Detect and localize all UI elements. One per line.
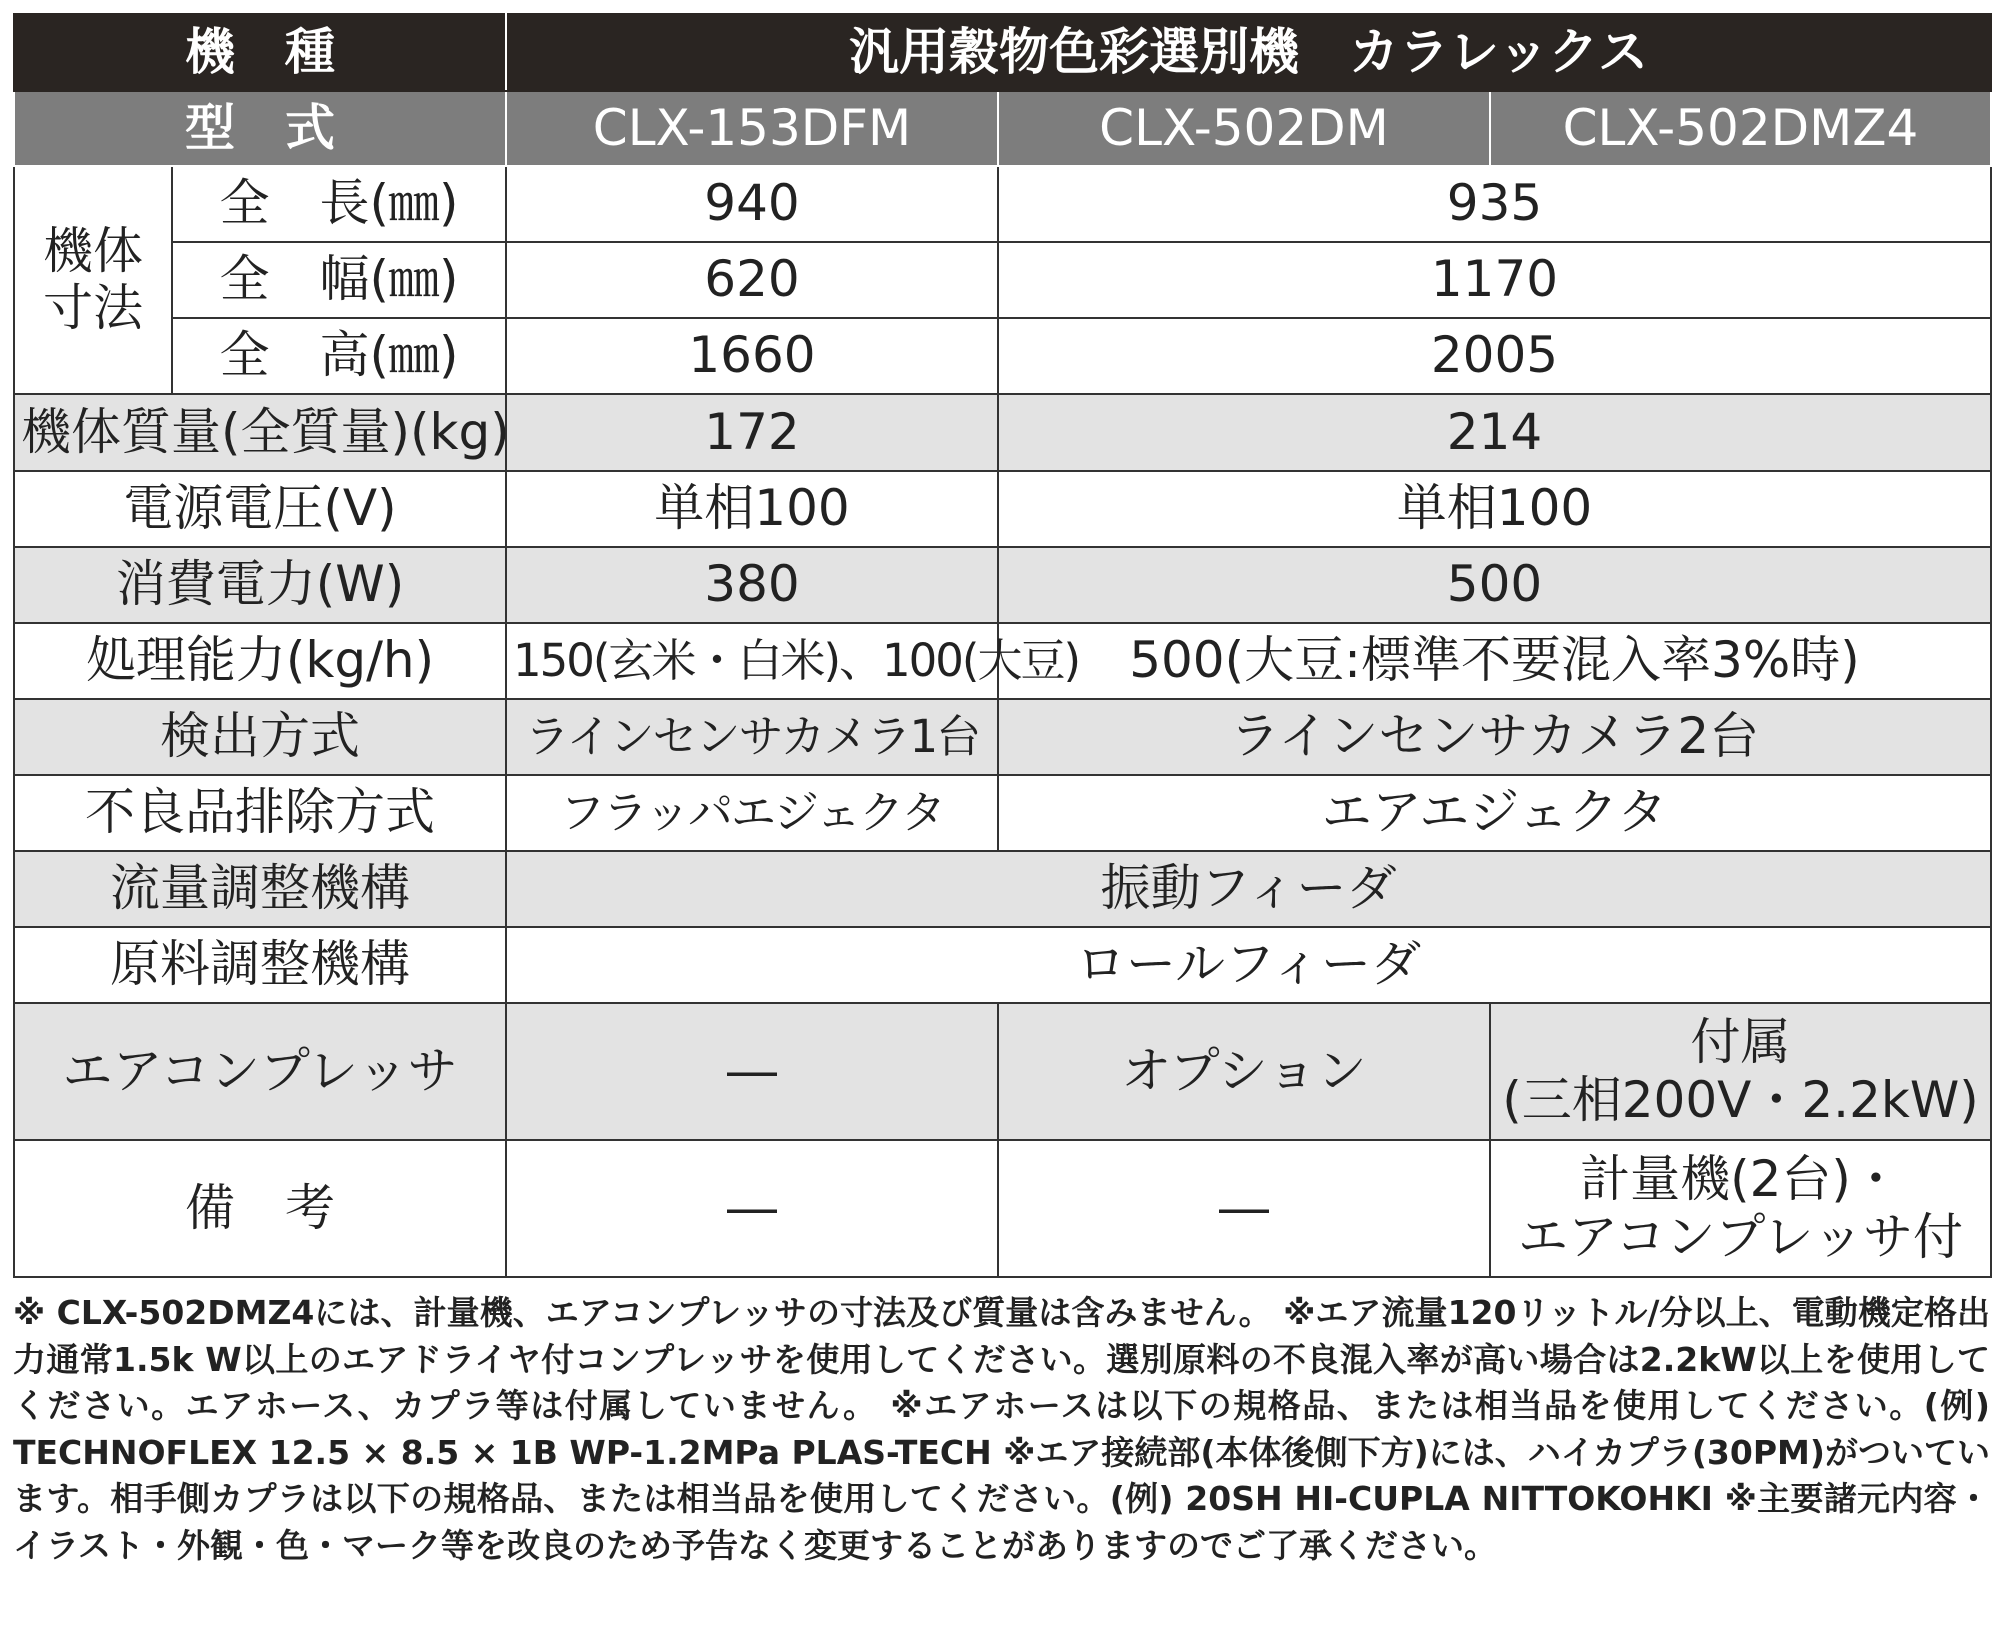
spec-label: 全 長(㎜): [172, 166, 506, 242]
dimension-row-length: [14, 166, 1991, 242]
spec-value-col2: エアエジェクタ: [998, 775, 1991, 851]
spec-value-col2: オプション: [998, 1003, 1490, 1140]
spec-label: 備 考: [14, 1140, 506, 1277]
compressor-line1: 付属: [1690, 1013, 1791, 1071]
spec-row-power: [14, 547, 1991, 623]
spec-label: エアコンプレッサ: [14, 1003, 506, 1140]
machine-type-label: 機 種: [14, 14, 506, 91]
spec-label: 原料調整機構: [14, 927, 506, 1003]
spec-value-col2: 1170: [998, 242, 1991, 318]
spec-label: 機体質量(全質量)(kg): [14, 394, 506, 471]
spec-row-compressor: [14, 1003, 1991, 1140]
model-clx-502dm: CLX-502DM: [998, 91, 1490, 166]
header-row: [14, 14, 1991, 91]
spec-value-col1: 620: [506, 242, 998, 318]
spec-value-all: 振動フィーダ: [506, 851, 1991, 927]
spec-label: 全 幅(㎜): [172, 242, 506, 318]
model-clx-502dmz4: CLX-502DMZ4: [1490, 91, 1991, 166]
spec-value-col2: 935: [998, 166, 1991, 242]
spec-value-all: ロールフィーダ: [506, 927, 1991, 1003]
spec-label: 消費電力(W): [14, 547, 506, 623]
spec-label: 不良品排除方式: [14, 775, 506, 851]
spec-value-col1: 1660: [506, 318, 998, 394]
spec-value-col2: 2005: [998, 318, 1991, 394]
spec-value-col1: 172: [506, 394, 998, 471]
spec-row-rejection: [14, 775, 1991, 851]
spec-value-col1: ―: [506, 1140, 998, 1277]
machine-type-title: 汎用穀物色彩選別機 カラレックス: [506, 14, 1991, 91]
spec-value-col1: 単相100: [506, 471, 998, 547]
spec-value-col2: 500: [998, 547, 1991, 623]
remarks-line1: 計量機(2台)・: [1580, 1150, 1901, 1208]
spec-row-detection: [14, 699, 1991, 775]
spec-value-col2: 500(大豆:標準不要混入率3%時): [998, 623, 1991, 699]
spec-table: [13, 13, 1992, 1278]
spec-label: 流量調整機構: [14, 851, 506, 927]
model-row: [14, 91, 1991, 166]
model-label: 型 式: [14, 91, 506, 166]
spec-label: 全 高(㎜): [172, 318, 506, 394]
spec-value-col2: 単相100: [998, 471, 1991, 547]
spec-value-col1: フラッパエジェクタ: [506, 775, 998, 851]
dimension-row-height: [14, 318, 1991, 394]
spec-row-flow: [14, 851, 1991, 927]
dimensions-group-label: 機体寸法: [14, 166, 172, 394]
model-clx-153dfm: CLX-153DFM: [506, 91, 998, 166]
spec-value-col1: 150(玄米・白米)、100(大豆): [506, 623, 998, 699]
spec-value-col3: [1490, 1003, 1991, 1140]
spec-label: 検出方式: [14, 699, 506, 775]
remarks-line2: エアコンプレッサ付: [1518, 1207, 1963, 1266]
spec-value-col2: ラインセンサカメラ2台: [998, 699, 1991, 775]
spec-row-feed: [14, 927, 1991, 1003]
spec-label: 電源電圧(V): [14, 471, 506, 547]
compressor-line2: (三相200V・2.2kW): [1502, 1070, 1979, 1129]
spec-value-col1: ―: [506, 1003, 998, 1140]
spec-row-voltage: [14, 471, 1991, 547]
spec-value-col3: [1490, 1140, 1991, 1277]
spec-row-mass: [14, 394, 1991, 471]
dimension-row-width: [14, 242, 1991, 318]
spec-row-capacity: [14, 623, 1991, 699]
spec-value-col1: 940: [506, 166, 998, 242]
spec-value-col2: 214: [998, 394, 1991, 471]
spec-value-col2: ―: [998, 1140, 1490, 1277]
spec-value-col1: 380: [506, 547, 998, 623]
spec-row-remarks: [14, 1140, 1991, 1277]
spec-label: 処理能力(kg/h): [14, 623, 506, 699]
footnotes: ※ CLX-502DMZ4には、計量機、エアコンプレッサの寸法及び質量は含みません。 ※エア流量120リットル/分以上、電動機定格出力通常1.5k W以上のエアドライヤ付コンプレッサを使用してください。選別原料の不良混入率が高い場合は2.2kW以上を使用してください。エアホース、カプラ等は付属していません。 ※エアホースは以下の規格品、または相当品を使用してください。(例) TECHNOFLEX 12.5 × 8.5 × 1B WP-1.2MPa PLAS-TECH ※エア接続部(本体後側下方)には、ハイカプラ(30PM)がついています。相手側カプラは以下の規格品、または相当品を使用してください。(例) 20SH HI-CUPLA NITTOKOHKI ※主要諸元内容・イラスト・外観・色・マーク等を改良のため予告なく変更することがありますのでご了承ください。: [13, 1293, 1990, 1565]
spec-value-col1: ラインセンサカメラ1台: [506, 699, 998, 775]
